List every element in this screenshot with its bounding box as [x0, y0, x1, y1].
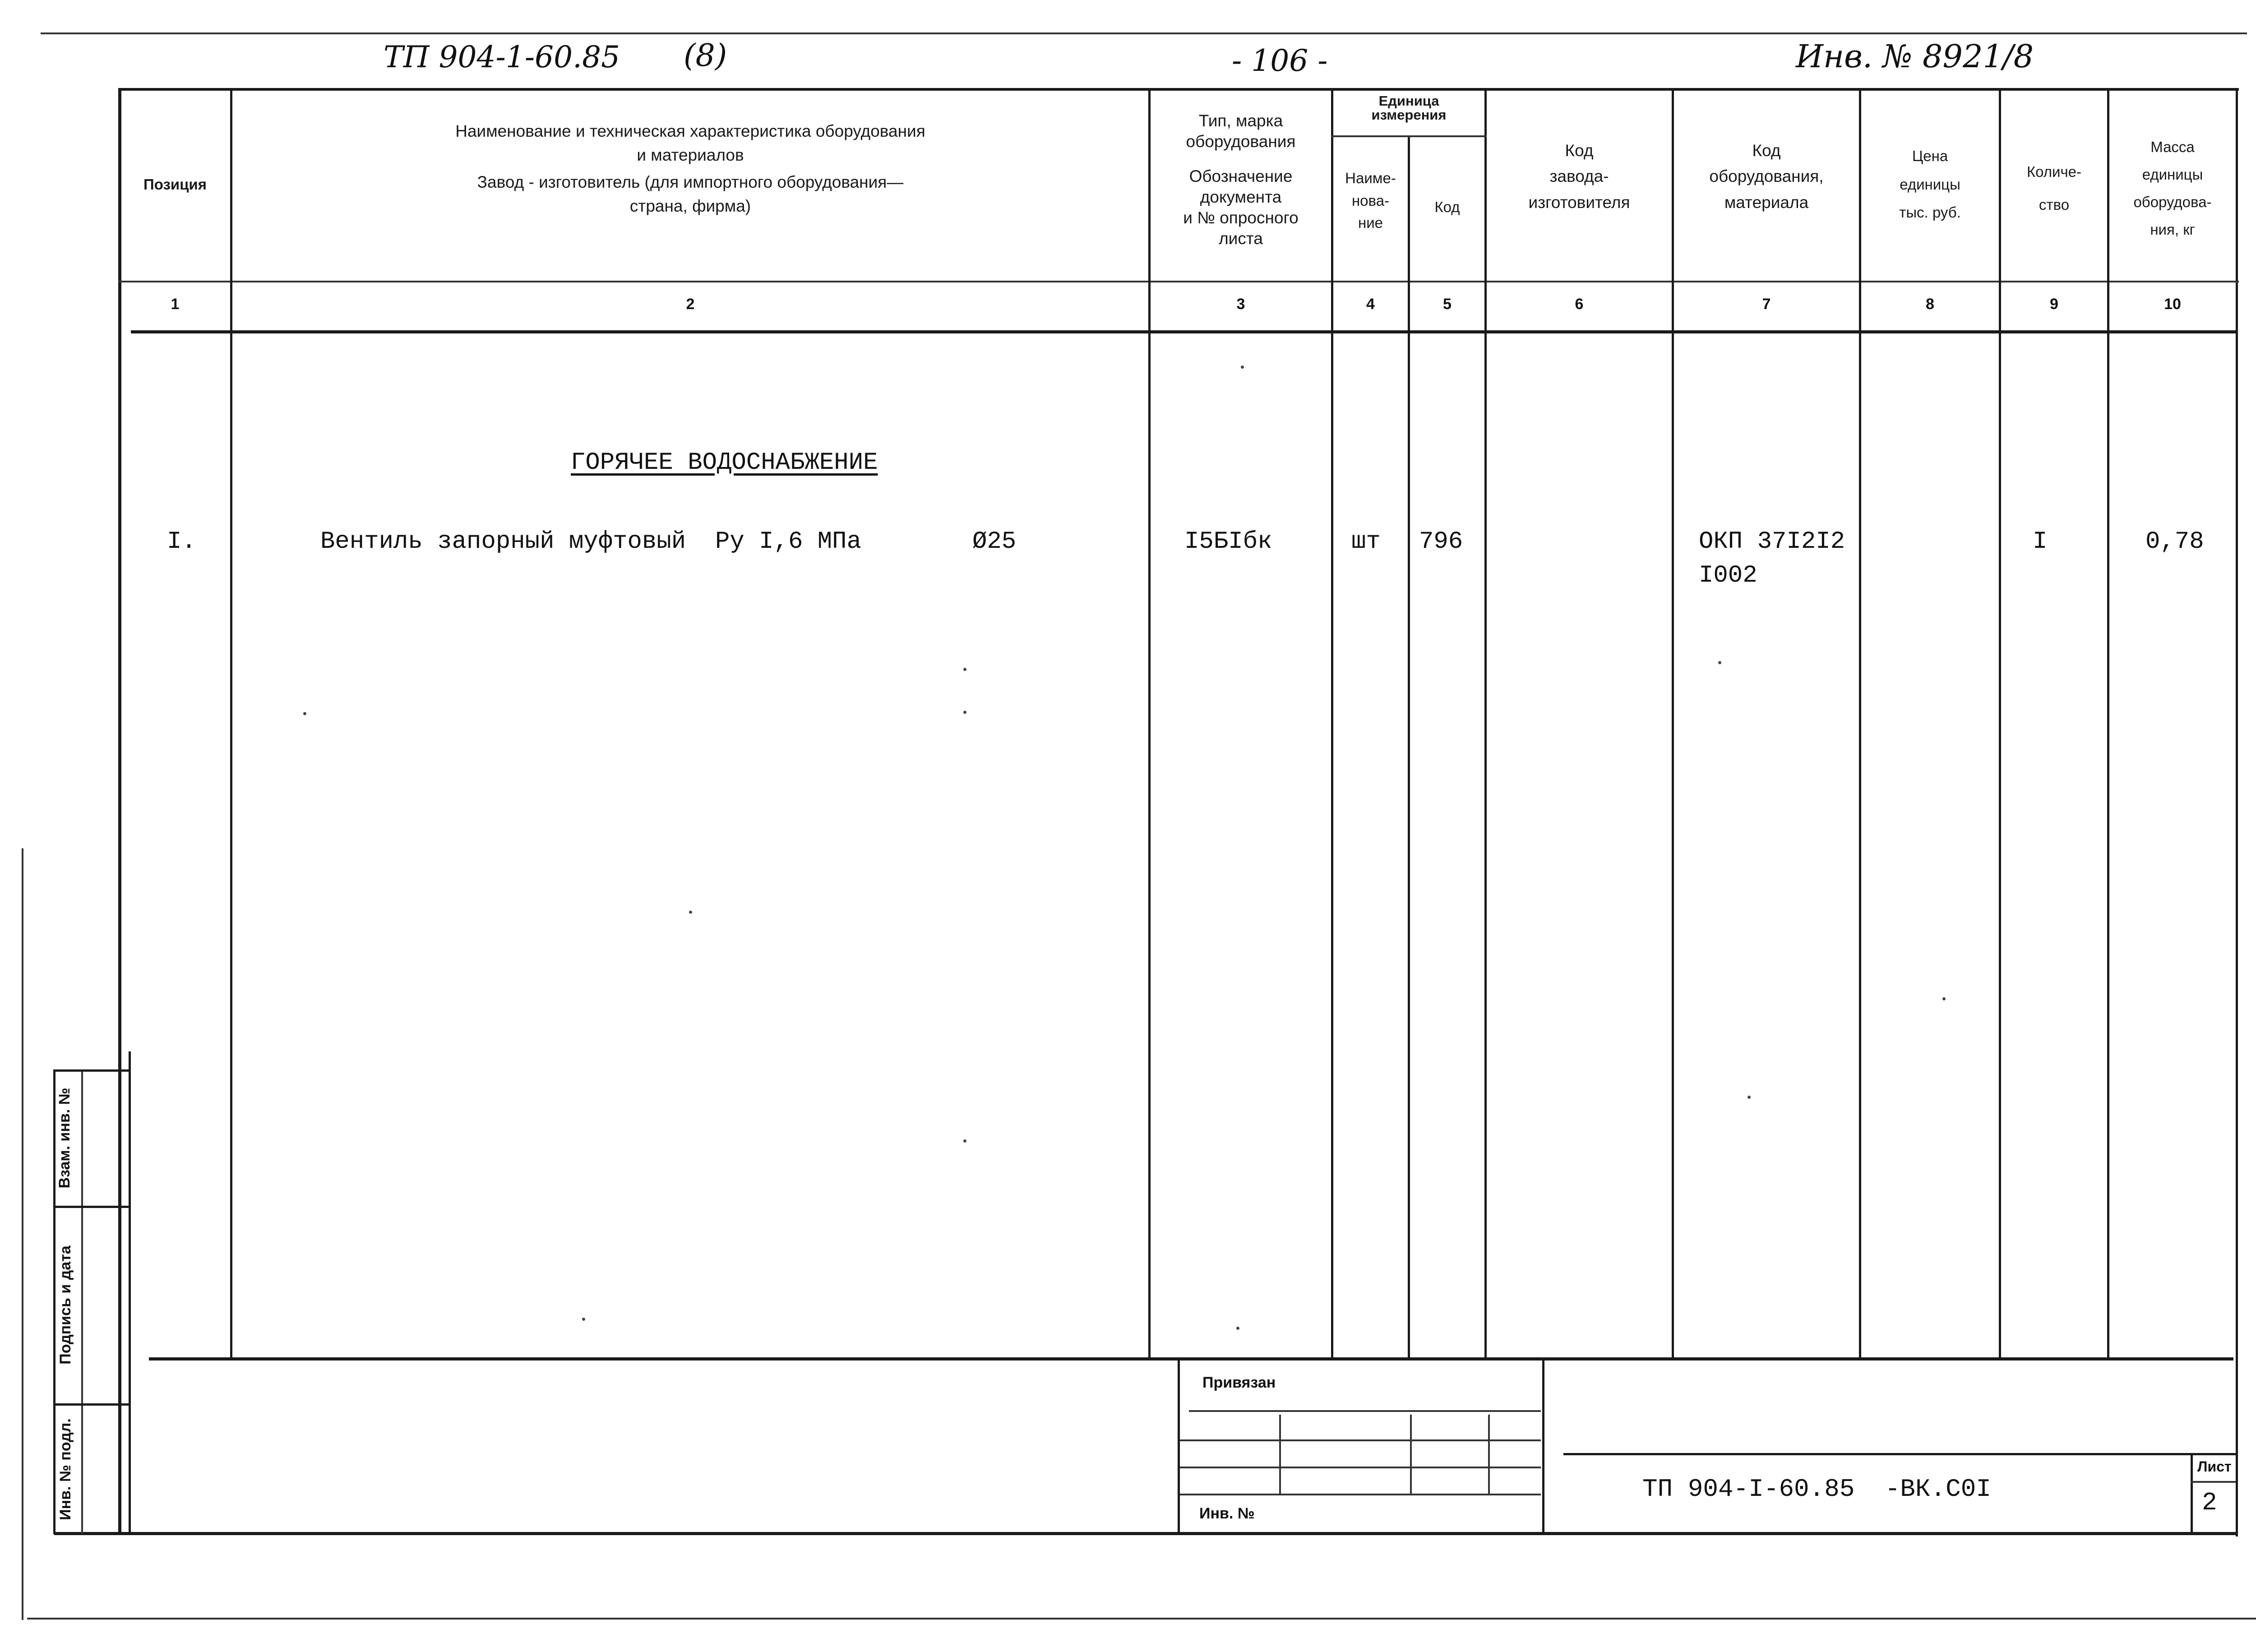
col-number-9: 9	[2050, 296, 2058, 313]
header-top-line	[118, 88, 2239, 91]
sheet-bottom-edge	[27, 1618, 2256, 1620]
header-unit-code: Код	[1434, 199, 1460, 215]
col-divider-3	[1331, 88, 1333, 1358]
titleblock-cell-3	[1488, 1415, 1490, 1494]
header-plant-code	[1487, 138, 1672, 215]
header-name-line1: Наименование и техническая характеристика оборудования	[455, 122, 925, 140]
titleblock-left-line	[1178, 1358, 1180, 1532]
col-divider-2	[1148, 88, 1151, 1358]
sheet-label: Лист	[2197, 1458, 2232, 1475]
col-number-5: 5	[1443, 296, 1452, 313]
col-divider-7	[1859, 88, 1861, 1358]
header-plant-code-line3: изготовителя	[1528, 193, 1630, 212]
header-name-line2: и материалов	[637, 145, 744, 164]
header-equipment-code-line3: материала	[1724, 193, 1809, 212]
header-price-line3: тыс. руб.	[1899, 204, 1961, 221]
col-number-2: 2	[686, 296, 695, 313]
col-number-6: 6	[1575, 296, 1584, 313]
stamp-original-inv: Инв. № подл.	[57, 1418, 74, 1520]
header-plant-code-line1: Код	[1565, 141, 1594, 160]
header-price-line2: единицы	[1900, 176, 1960, 193]
header-type-line6: листа	[1219, 229, 1263, 248]
header-equipment-code	[1674, 138, 1859, 215]
stamp-replaced-inv: Взам. инв. №	[56, 1087, 73, 1189]
header-mass-line3: оборудова-	[2133, 194, 2212, 211]
col-divider-9	[2107, 88, 2109, 1358]
sheet-number: 2	[2202, 1488, 2217, 1517]
header-price	[1861, 142, 1999, 227]
unit-group-divider	[1331, 135, 1487, 137]
inv-label: Инв. №	[1199, 1505, 1255, 1522]
scan-speck	[689, 911, 692, 914]
header-unit-name-line2: нова-	[1351, 192, 1390, 209]
col-number-1: 1	[171, 296, 180, 313]
stamp-left-line	[53, 1069, 55, 1534]
col-divider-6	[1672, 88, 1674, 1358]
header-type	[1151, 111, 1331, 250]
titleblock-row-3	[1180, 1467, 1541, 1468]
titleblock-right-line	[1542, 1358, 1544, 1532]
bound-label: Привязан	[1202, 1374, 1276, 1391]
row-diameter: Ø25	[972, 528, 1017, 555]
sheet-box-left-line	[2191, 1453, 2193, 1533]
part-number: (8)	[684, 38, 727, 74]
scan-speck	[1942, 997, 1946, 1000]
col-divider-5	[1484, 88, 1487, 1358]
sheet-box-divider	[2191, 1481, 2236, 1483]
header-type-line5: и № опросного	[1183, 208, 1299, 227]
row-material-code-line2: I002	[1699, 562, 1757, 589]
row-type: I5БIбк	[1184, 528, 1272, 555]
col-number-4: 4	[1366, 296, 1375, 313]
scan-speck	[1241, 366, 1244, 369]
header-name-line4: страна, фирма)	[629, 196, 751, 215]
header-type-line1: Тип, марка	[1198, 111, 1283, 130]
stamp-signature-date: Подпись и дата	[57, 1245, 74, 1365]
scan-speck	[1718, 661, 1721, 664]
header-quantity-line2: ство	[2039, 196, 2070, 213]
col-divider-4	[1408, 135, 1410, 1358]
document-code: ТП 904-1-60.85	[384, 40, 620, 74]
header-unit-name-line3: ние	[1358, 214, 1383, 231]
sheet-left-edge	[22, 848, 23, 1620]
frame-right-line	[2236, 88, 2238, 1536]
scan-speck	[303, 712, 306, 715]
stamp-mid-line	[81, 1069, 83, 1534]
row-name: Вентиль запорный муфтовый Ру I,6 МПа	[320, 528, 861, 555]
header-quantity	[2001, 156, 2107, 221]
header-mass-line2: единицы	[2142, 166, 2203, 183]
document-designation: ТП 904-I-60.85 -ВК.С0I	[1642, 1475, 1991, 1504]
col-divider-8	[1999, 88, 2001, 1358]
header-unit-name-line1: Наиме-	[1345, 170, 1396, 186]
header-position: Позиция	[143, 176, 207, 193]
titleblock-cell-1	[1279, 1415, 1281, 1494]
stamp-right-line	[129, 1051, 131, 1534]
row-position: I.	[167, 528, 196, 555]
scan-speck	[582, 1318, 585, 1321]
header-price-line1: Цена	[1912, 148, 1948, 164]
titleblock-row-4	[1180, 1494, 1541, 1495]
col-divider-1	[230, 88, 232, 1358]
header-unit-group-line1: Единица	[1378, 93, 1439, 109]
scan-speck	[1747, 1096, 1751, 1099]
scan-speck	[1236, 1327, 1239, 1330]
page-number: - 106 -	[1232, 43, 1328, 78]
column-numbers-bottom-line	[131, 330, 2238, 333]
header-plant-code-line2: завода-	[1549, 167, 1609, 186]
stamp-divider-1	[53, 1206, 130, 1208]
top-border-line	[41, 32, 2247, 34]
doc-code-top-line	[1563, 1453, 2236, 1455]
row-material-code-line1: ОКП 37I2I2	[1699, 528, 1845, 555]
header-unit-group-line2: измерения	[1371, 107, 1447, 123]
header-unit-group	[1333, 94, 1484, 122]
col-number-8: 8	[1926, 296, 1934, 313]
scan-speck	[963, 1139, 966, 1143]
header-bottom-line	[118, 281, 2239, 282]
header-quantity-line1: Количе-	[2026, 163, 2082, 180]
header-name	[235, 120, 1146, 218]
header-mass-line1: Масса	[2150, 139, 2195, 155]
row-quantity: I	[2033, 528, 2048, 555]
row-unit-name: шт	[1351, 528, 1381, 555]
table-bottom-line	[149, 1357, 2233, 1360]
titleblock-row-2	[1180, 1439, 1541, 1441]
titleblock-cell-2	[1410, 1415, 1412, 1494]
header-type-line4: документа	[1200, 187, 1282, 206]
header-unit-name	[1333, 167, 1408, 234]
col-number-7: 7	[1762, 296, 1771, 313]
header-mass	[2109, 133, 2236, 243]
header-equipment-code-line2: оборудования,	[1709, 167, 1824, 186]
scan-speck	[963, 668, 966, 671]
header-equipment-code-line1: Код	[1752, 141, 1781, 160]
row-unit-code: 796	[1419, 528, 1463, 555]
inventory-number: Инв. № 8921/8	[1796, 38, 2034, 75]
header-mass-line4: ния, кг	[2150, 221, 2195, 238]
header-name-line3: Завод - изготовитель (для импортного оборудования—	[477, 173, 904, 192]
header-type-line3: Обозначение	[1189, 167, 1293, 185]
header-type-line2: оборудования	[1186, 132, 1296, 151]
col-number-3: 3	[1236, 296, 1245, 313]
titleblock-row-1	[1189, 1410, 1541, 1412]
row-mass: 0,78	[2145, 528, 2204, 555]
scan-speck	[963, 711, 966, 714]
section-title: ГОРЯЧЕЕ ВОДОСНАБЖЕНИЕ	[571, 449, 878, 477]
frame-bottom-line	[54, 1532, 2238, 1535]
col-number-10: 10	[2164, 296, 2181, 313]
